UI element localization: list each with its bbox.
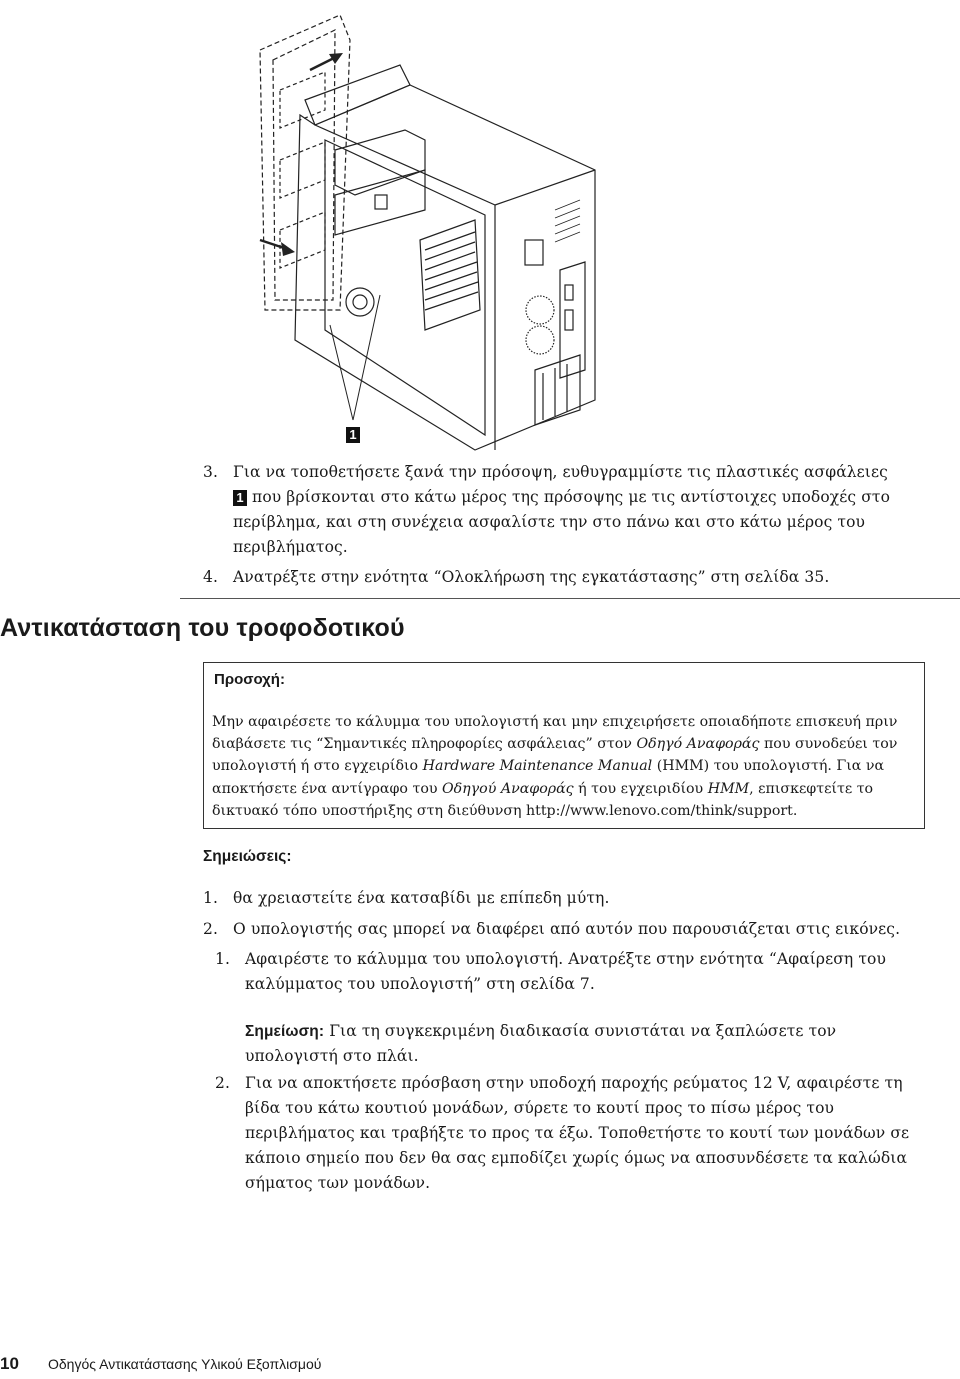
note-number: 2. — [203, 920, 218, 938]
inline-callout-1: 1 — [233, 490, 247, 506]
page-number: 10 — [0, 1354, 19, 1373]
note-text: θα χρειαστείτε ένα κατσαβίδι με επίπεδη μύτη. — [233, 889, 610, 907]
caution-span: ή του εγχειριδίου — [573, 780, 708, 797]
step-text: περιβλήματος. — [233, 538, 348, 556]
caution-text — [212, 711, 918, 822]
step-number: 2. — [215, 1074, 230, 1092]
caution-span: υπολογιστή ή στο εγχειρίδιο — [212, 758, 423, 775]
caution-line — [212, 755, 918, 777]
section-title: Αντικατάσταση του τροφοδοτικού — [0, 614, 405, 642]
caution-box — [203, 662, 925, 829]
step-text: Αφαιρέστε το κάλυμμα του υπολογιστή. Ανατρέξτε στην ενότητα “Αφαίρεση του — [245, 950, 886, 968]
step-number: 1. — [215, 950, 230, 968]
step-note — [245, 1019, 836, 1044]
figure-callout-1: 1 — [346, 427, 360, 443]
footer-title: Οδηγός Αντικατάστασης Υλικού Εξοπλισμού — [48, 1356, 322, 1372]
step-number: 4. — [203, 568, 218, 586]
caution-span: διαβάσετε τις “Σημαντικές πληροφορίες ασφάλειας” στον — [212, 736, 637, 753]
caution-italic: HMM — [707, 780, 750, 797]
note-number: 1. — [203, 889, 218, 907]
section-rule — [180, 598, 960, 599]
step-text: περίβλημα, και στη συνέχεια ασφαλίστε την στο πάνω και στο κάτω μέρος του — [233, 513, 866, 531]
caution-italic: Οδηγό Αναφοράς — [636, 736, 760, 753]
caution-line — [212, 778, 918, 800]
step-text: κάποιο σημείο που δεν θα σας εμποδίζει χωρίς όμως να αποσυνδέσετε τα καλώδια — [245, 1149, 908, 1167]
note-text: Για τη συγκεκριμένη διαδικασία συνιστάται να ξαπλώσετε τον — [329, 1022, 837, 1040]
step-text: βίδα του κάτω κουτιού μονάδων, σύρετε το κουτί προς το πίσω μέρος του — [245, 1099, 835, 1117]
step-text: Για να τοποθετήσετε ξανά την πρόσοψη, ευθυγραμμίστε τις πλαστικές ασφάλειες — [233, 463, 888, 481]
note-label: Σημείωση: — [245, 1023, 325, 1040]
notes-heading: Σημειώσεις: — [203, 848, 292, 865]
step-text: Για να αποκτήσετε πρόσβαση στην υποδοχή παροχής ρεύματος 12 V, αφαιρέστε τη — [245, 1074, 903, 1092]
caution-title: Προσοχή: — [214, 671, 285, 688]
step-text: που βρίσκονται στο κάτω μέρος της πρόσοψης με τις αντίστοιχες υποδοχές στο — [252, 488, 890, 506]
caution-span: (HMM) του υπολογιστή. Για να — [652, 758, 885, 775]
caution-italic: Hardware Maintenance Manual — [422, 758, 653, 775]
note-text: υπολογιστή στο πλάι. — [245, 1047, 419, 1065]
step-text: Ανατρέξτε στην ενότητα “Ολοκλήρωση της εγκατάστασης” στη σελίδα 35. — [233, 568, 830, 586]
caution-line: Μην αφαιρέσετε το κάλυμμα του υπολογιστή και μην επιχειρήσετε οποιαδήποτε επισκευή πριν — [212, 714, 898, 730]
caution-italic: Οδηγού Αναφοράς — [442, 780, 574, 797]
step-number: 3. — [203, 463, 218, 481]
note-text: Ο υπολογιστής σας μπορεί να διαφέρει από αυτόν που παρουσιάζεται στις εικόνες. — [233, 920, 901, 938]
caution-span: , επισκεφτείτε το — [749, 780, 874, 797]
step-text: καλύμματος του υπολογιστή” στη σελίδα 7. — [245, 975, 595, 993]
caution-line: δικτυακό τόπο υποστήριξης στη διεύθυνση http://www.lenovo.com/think/support. — [212, 802, 798, 819]
caution-span: αποκτήσετε ένα αντίγραφο του — [212, 780, 442, 797]
computer-case-illustration — [225, 10, 625, 455]
caution-span: που συνοδεύει τον — [759, 736, 898, 753]
caution-line — [212, 733, 918, 755]
step-text: σήματος των μονάδων. — [245, 1174, 431, 1192]
step-text: περιβλήματος και τραβήξτε το προς τα έξω. Τοποθετήστε το κουτί των μονάδων σε — [245, 1124, 910, 1142]
